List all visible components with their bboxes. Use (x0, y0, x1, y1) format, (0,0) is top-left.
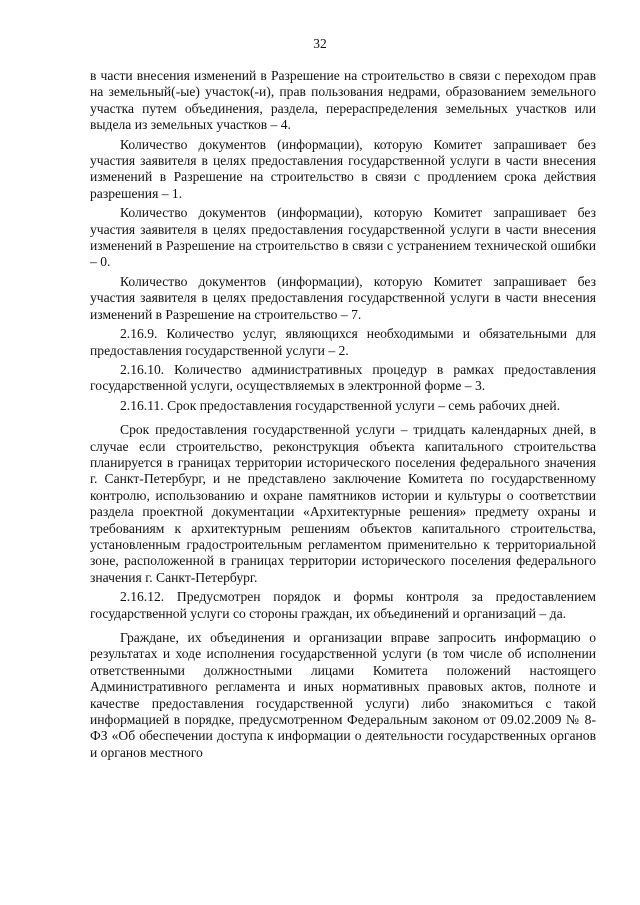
paragraph-docs-changes: Количество документов (информации), которую Комитет запрашивает без участия заявителя в целях предоставления государственной услуги в части внесения изменений в Разрешение на строительство – 7. (90, 273, 596, 322)
paragraph-continuation: в части внесения изменений в Разрешение на строительство в связи с переходом прав на земельный(-ые) участок(-и), прав пользования недрами, образованием земельного участка путем объединения, раздела, перераспределения земельных участков или выдела из земельных участков – 4. (90, 68, 596, 133)
paragraph-2-16-12: 2.16.12. Предусмотрен порядок и формы контроля за предоставлением государственной услуги со стороны граждан, их объединений и организаций – да. (90, 589, 596, 621)
paragraph-citizens-request: Граждане, их объединения и организации вправе запросить информацию о результатах и ходе исполнения государственной услуги (в том числе об исполнении ответственными должностными лицами Комитета положений настоящего Административного регламента и иных нормативных правовых актов, полноте и качестве предоставления государственной услуги) либо знакомиться с такой информацией в порядке, предусмотренном Федеральным законом от 09.02.2009 № 8-ФЗ «Об обеспечении доступа к информации о деятельности государственных органов и органов местного (90, 630, 596, 760)
paragraph-term-thirty-days: Срок предоставления государственной услуги – тридцать календарных дней, в случае если строительство, реконструкция объекта капитального строительства планируется в границах территории исторического поселения федерального значения г. Санкт-Петербург, и не представлено заключение Комитета по государственному контролю, использованию и охране памятников истории и культуры о соответствии раздела проектной документации «Архитектурные решения» предмету охраны и требованиям к архитектурным решениям объектов капитального строительства, установленным градостроительным регламентом применительно к территориальной зоне, расположенной в границах территории исторического поселения федерального значения г. Санкт-Петербург. (90, 422, 596, 585)
paragraph-2-16-11: 2.16.11. Срок предоставления государственной услуги – семь рабочих дней. (120, 397, 561, 413)
paragraph-2-16-10: 2.16.10. Количество административных процедур в рамках предоставления государственной услуги, осуществляемых в электронной форме – 3. (90, 361, 596, 394)
paragraph-2-16-9: 2.16.9. Количество услуг, являющихся необходимыми и обязательными для предоставления государственной услуги – 2. (90, 326, 596, 358)
paragraph-docs-extension: Количество документов (информации), которую Комитет запрашивает без участия заявителя в целях предоставления государственной услуги в части внесения изменений в Разрешение на строительство в связи с продлением срока действия разрешения – 1. (90, 136, 596, 201)
page-number: 32 (313, 36, 327, 51)
paragraph-docs-error-fix: Количество документов (информации), которую Комитет запрашивает без участия заявителя в целях предоставления государственной услуги в части внесения изменений в Разрешение на строительство в связи с устранением технической ошибки – 0. (90, 205, 596, 270)
